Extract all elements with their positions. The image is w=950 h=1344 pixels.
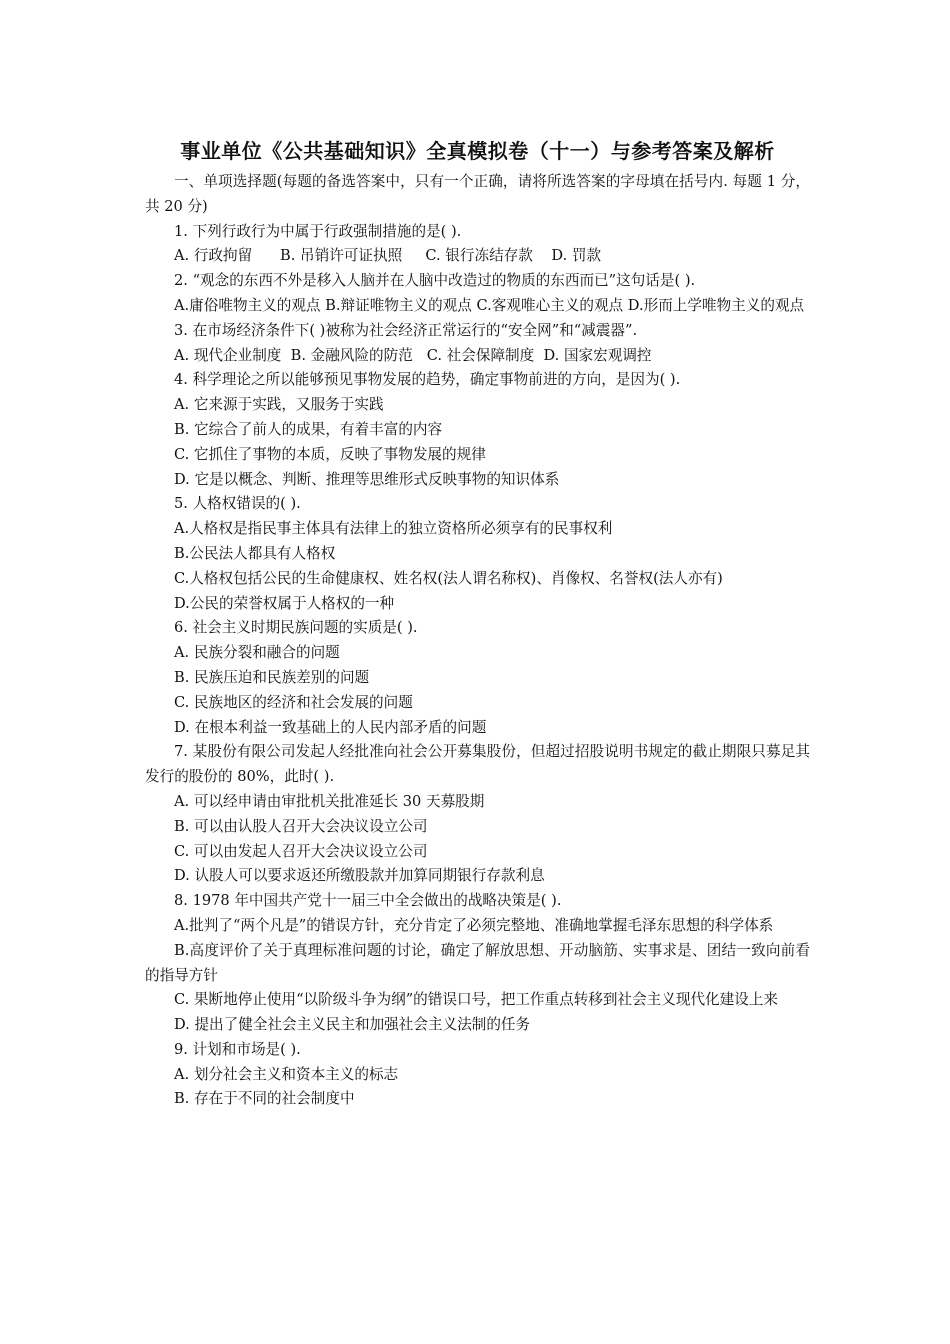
document-title: 事业单位《公共基础知识》全真模拟卷（十一）与参考答案及解析 — [180, 139, 775, 163]
question-8-option-a: A.批判了“两个凡是”的错误方针，充分肯定了必须完整地、准确地掌握毛泽东思想的科学体系 — [174, 916, 774, 934]
question-8-option-d: D. 提出了健全社会主义民主和加强社会主义法制的任务 — [174, 1016, 531, 1034]
question-7-option-d: D. 认股人可以要求返还所缴股款并加算同期银行存款利息 — [174, 867, 545, 885]
question-1-options: A. 行政拘留 B. 吊销许可证执照 C. 银行冻结存款 D. 罚款 — [174, 247, 602, 265]
question-6-option-b: B. 民族压迫和民族差别的问题 — [174, 668, 370, 686]
question-4-option-b: B. 它综合了前人的成果，有着丰富的内容 — [174, 420, 443, 438]
question-7-option-a: A. 可以经申请由审批机关批准延长 30 天募股期 — [174, 792, 485, 810]
question-5-option-d: D.公民的荣誉权属于人格权的一种 — [174, 594, 395, 612]
question-4-option-d: D. 它是以概念、判断、推理等思维形式反映事物的知识体系 — [174, 470, 560, 488]
question-7-option-c: C. 可以由发起人召开大会决议设立公司 — [174, 842, 428, 860]
question-2-options: A.庸俗唯物主义的观点 B.辩证唯物主义的观点 C.客观唯心主义的观点 D.形而上学唯物主义的观点 — [174, 296, 805, 314]
question-9-option-a: A. 划分社会主义和资本主义的标志 — [174, 1065, 399, 1083]
question-6-option-d: D. 在根本利益一致基础上的人民内部矛盾的问题 — [174, 718, 487, 736]
question-4-option-a: A. 它来源于实践，又服务于实践 — [174, 396, 384, 414]
question-7-option-b: B. 可以由认股人召开大会决议设立公司 — [174, 817, 428, 835]
question-4-stem: 4. 科学理论之所以能够预见事物发展的趋势，确定事物前进的方向，是因为( ). — [174, 371, 681, 389]
question-4-option-c: C. 它抓住了事物的本质，反映了事物发展的规律 — [174, 445, 486, 463]
question-5-option-a: A.人格权是指民事主体具有法律上的独立资格所必须享有的民事权利 — [174, 520, 613, 538]
section-header: 一、单项选择题(每题的备选答案中，只有一个正确，请将所选答案的字母填在括号内. 每题 1 分，共 20 分) — [145, 173, 810, 215]
question-8-option-c: C. 果断地停止使用“以阶级斗争为纲”的错误口号，把工作重点转移到社会主义现代化建设上来 — [174, 991, 779, 1009]
question-2-stem: 2. “观念的东西不外是移入人脑并在人脑中改造过的物质的东西而已”这句话是( ). — [174, 272, 696, 290]
question-3-options: A. 现代企业制度 B. 金融风险的防范 C. 社会保障制度 D. 国家宏观调控 — [174, 346, 652, 364]
question-5-option-b: B.公民法人都具有人格权 — [174, 544, 336, 562]
question-6-option-a: A. 民族分裂和融合的问题 — [174, 644, 340, 662]
question-1-stem: 1. 下列行政行为中属于行政强制措施的是( ). — [174, 222, 462, 240]
question-8-option-b: B.高度评价了关于真理标准问题的讨论，确定了解放思想、开动脑筋、实事求是、团结一致向前看的指导方针 — [145, 941, 810, 984]
question-5-stem: 5. 人格权错误的( ). — [174, 495, 301, 513]
question-6-stem: 6. 社会主义时期民族问题的实质是( ). — [174, 619, 418, 637]
exam-page — [145, 136, 810, 1112]
question-5-option-c: C.人格权包括公民的生命健康权、姓名权(法人谓名称权)、肖像权、名誉权(法人亦有) — [174, 569, 723, 587]
question-6-option-c: C. 民族地区的经济和社会发展的问题 — [174, 693, 413, 711]
question-7-stem: 7. 某股份有限公司发起人经批准向社会公开募集股份，但超过招股说明书规定的截止期限只募足其发行的股份的 80%，此时( ). — [145, 743, 810, 786]
question-3-stem: 3. 在市场经济条件下( )被称为社会经济正常运行的“安全网”和“减震器”. — [174, 321, 638, 339]
question-8-stem: 8. 1978 年中国共产党十一届三中全会做出的战略决策是( ). — [174, 892, 562, 910]
question-9-option-b: B. 存在于不同的社会制度中 — [174, 1090, 355, 1108]
question-9-stem: 9. 计划和市场是( ). — [174, 1040, 301, 1058]
